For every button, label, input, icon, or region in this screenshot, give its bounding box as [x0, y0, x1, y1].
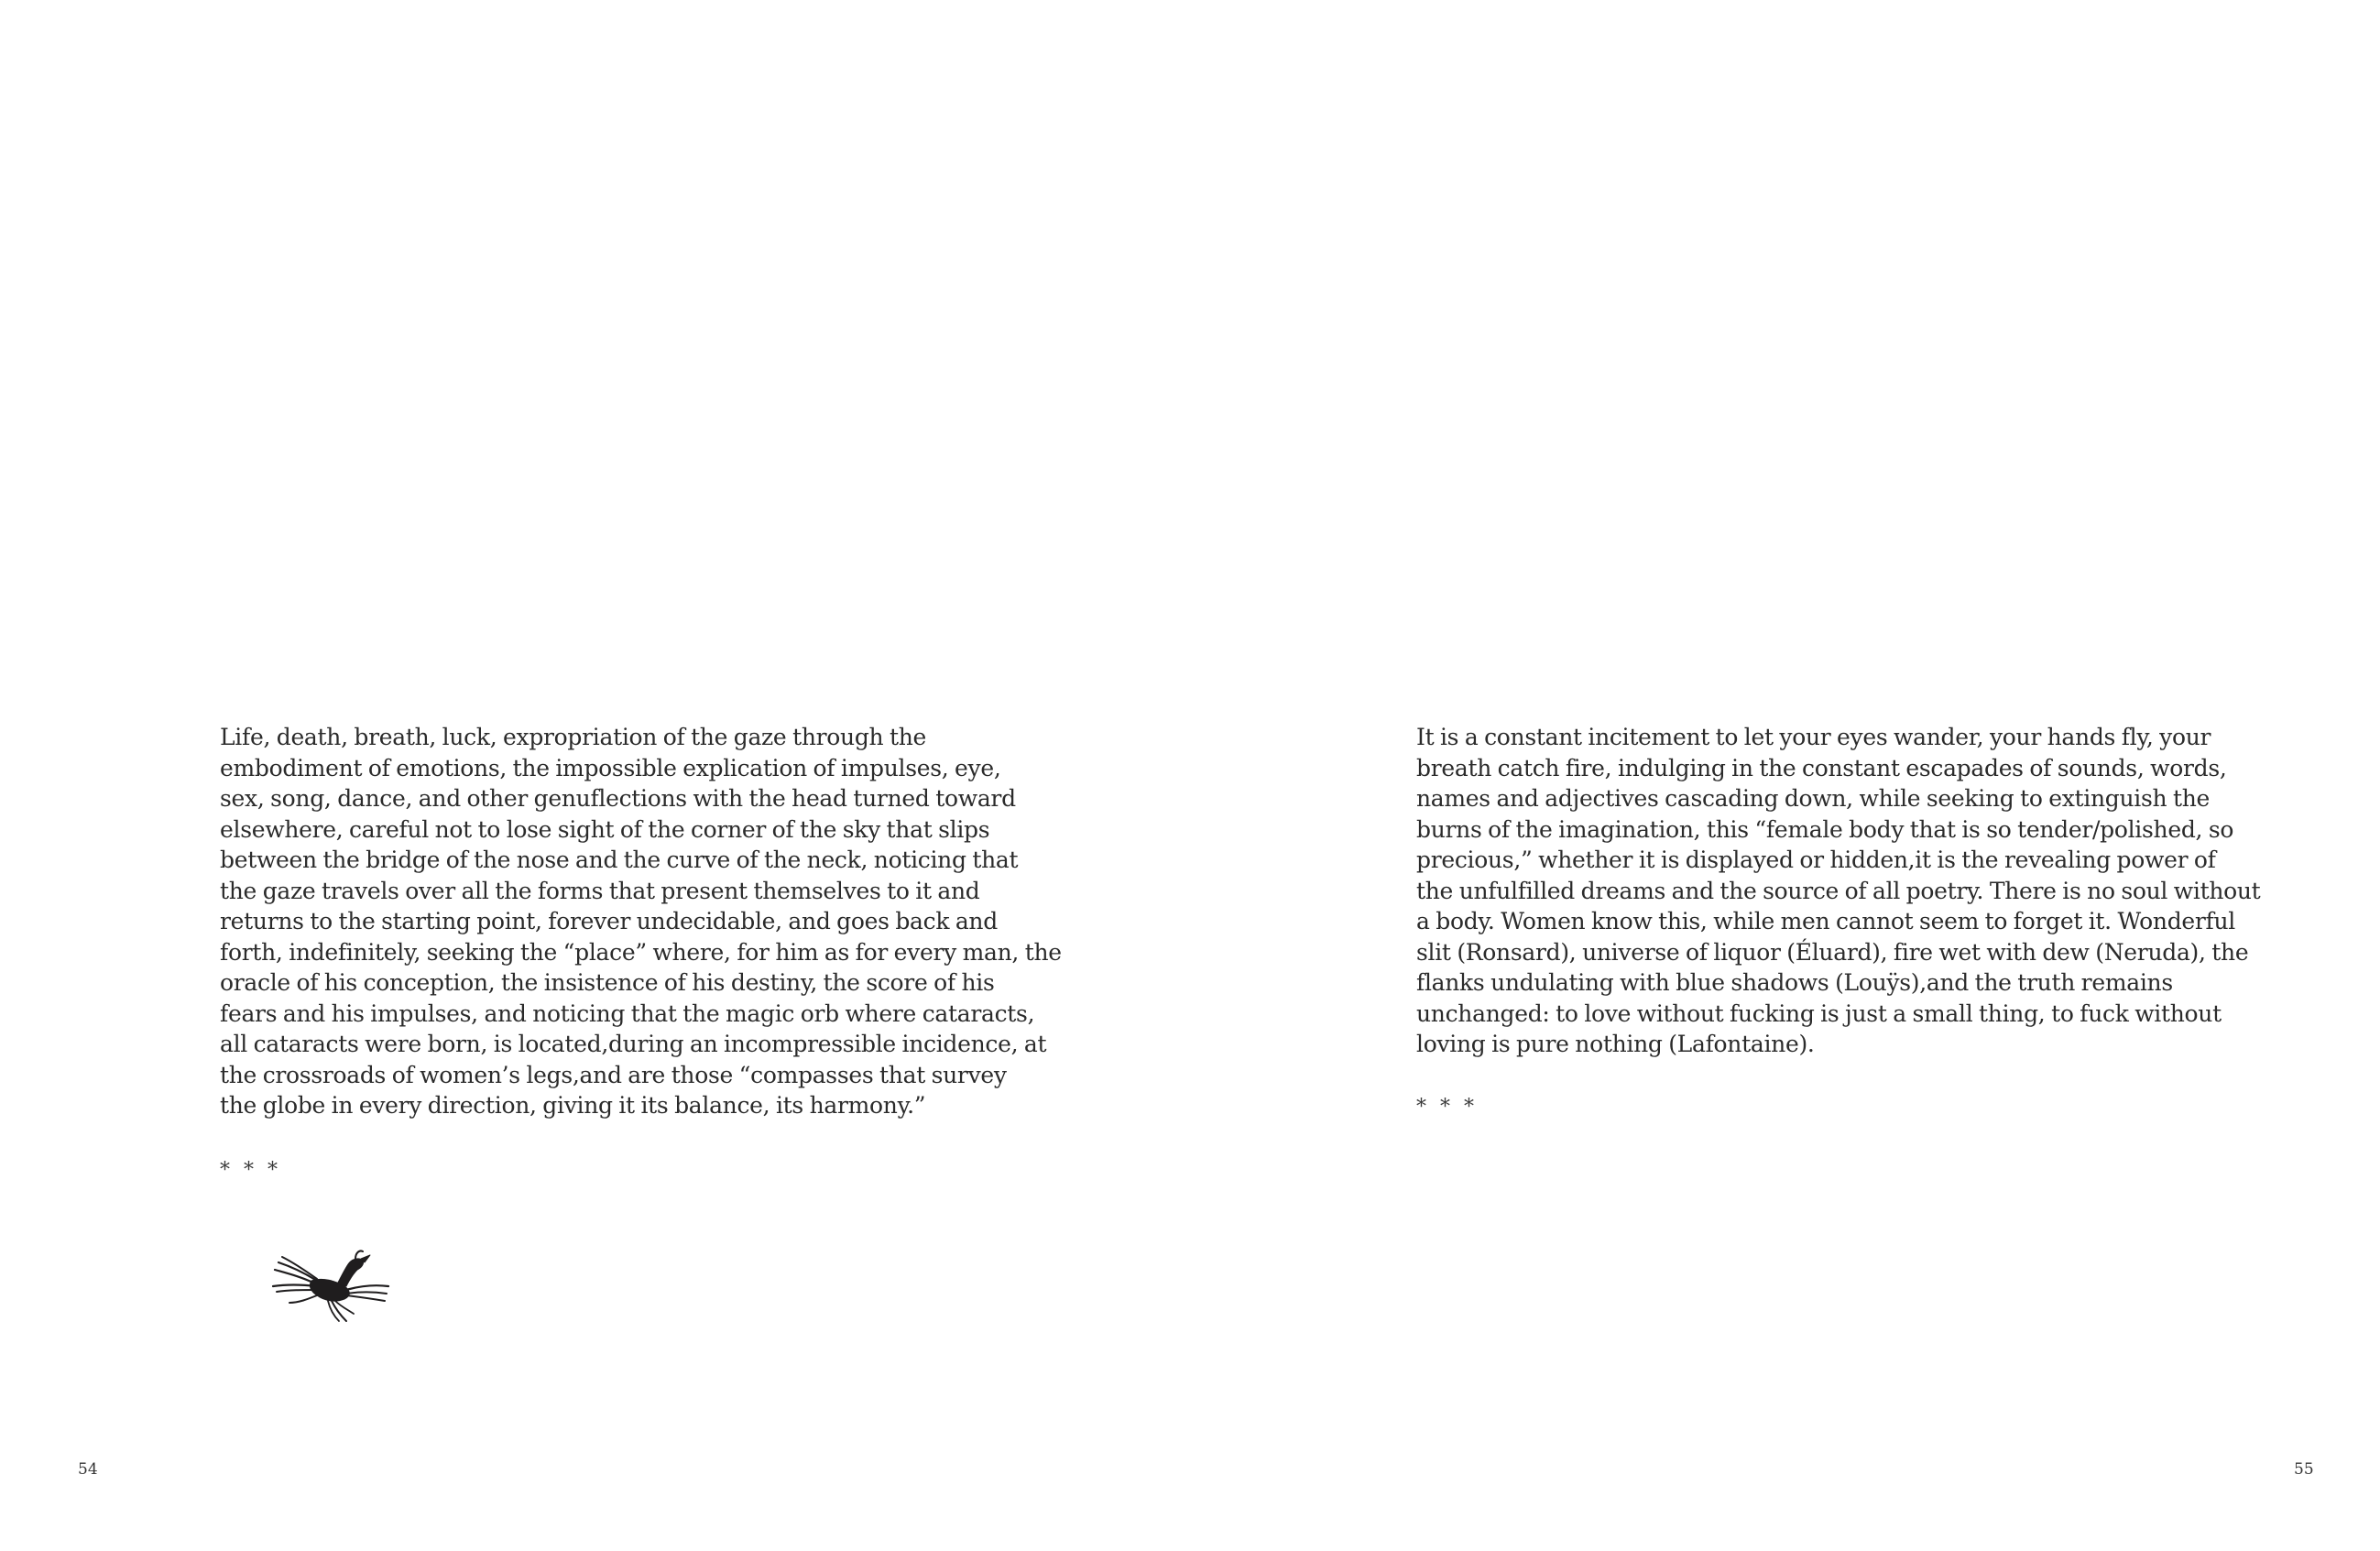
paragraph-line: the gaze travels over all the forms that present themselves to it and [220, 877, 980, 904]
section-separator: * * * [1416, 1096, 1478, 1119]
paragraph-line: precious,” whether it is displayed or hidden,it is the revealing power of [1416, 846, 2216, 873]
paragraph-line: fears and his impulses, and noticing that the magic orb where cataracts, [220, 999, 1035, 1027]
paragraph-line: forth, indefinitely, seeking the “place” where, for him as for every man, the [220, 938, 1062, 966]
paragraph-line: Life, death, breath, luck, expropriation of the gaze through the [220, 724, 927, 750]
paragraph-line: a body. Women know this, while men cannot seem to forget it. Wonderful [1416, 908, 2236, 934]
paragraph-line: all cataracts were born, is located,during an incompressible incidence, at [220, 1031, 1047, 1057]
bird-icon [271, 1250, 392, 1323]
left-paragraph [220, 722, 1062, 1121]
paragraph-line: the unfulfilled dreams and the source of all poetry. There is no soul without [1416, 877, 2261, 904]
paragraph-line: embodiment of emotions, the impossible explication of impulses, eye, [220, 754, 1001, 781]
paragraph-line: burns of the imagination, this “female body that is so tender/polished, so [1416, 815, 2234, 843]
paragraph-line: the globe in every direction, giving it its balance, its harmony.” [220, 1092, 926, 1119]
paragraph-line: sex, song, dance, and other genuflections with the head turned toward [220, 785, 1016, 812]
paragraph-line: elsewhere, careful not to lose sight of the corner of the sky that slips [220, 815, 990, 843]
section-separator: * * * [220, 1159, 281, 1182]
paragraph-line: names and adjectives cascading down, while seeking to extinguish the [1416, 785, 2211, 812]
paragraph-line: breath catch fire, indulging in the constant escapades of sounds, words, [1416, 754, 2227, 781]
paragraph-line: loving is pure nothing (Lafontaine). [1416, 1031, 1815, 1057]
paragraph-line: between the bridge of the nose and the curve of the neck, noticing that [220, 846, 1019, 873]
page-number: 54 [78, 1460, 98, 1479]
page-number: 55 [2294, 1460, 2314, 1479]
paragraph-line: It is a constant incitement to let your eyes wander, your hands fly, your [1416, 724, 2211, 750]
paragraph-line: oracle of his conception, the insistence of his destiny, the score of his [220, 969, 995, 996]
paragraph-line: returns to the starting point, forever undecidable, and goes back and [220, 908, 998, 934]
right-paragraph [1416, 722, 2260, 1060]
paragraph-line: unchanged: to love without fucking is just a small thing, to fuck without [1416, 999, 2222, 1027]
paragraph-line: flanks undulating with blue shadows (Louÿs),and the truth remains [1416, 969, 2173, 996]
right-page [1190, 0, 2380, 1551]
paragraph-line: slit (Ronsard), universe of liquor (Éluard), fire wet with dew (Neruda), the [1416, 938, 2249, 966]
paragraph-line: the crossroads of women’s legs,and are those “compasses that survey [220, 1061, 1007, 1088]
